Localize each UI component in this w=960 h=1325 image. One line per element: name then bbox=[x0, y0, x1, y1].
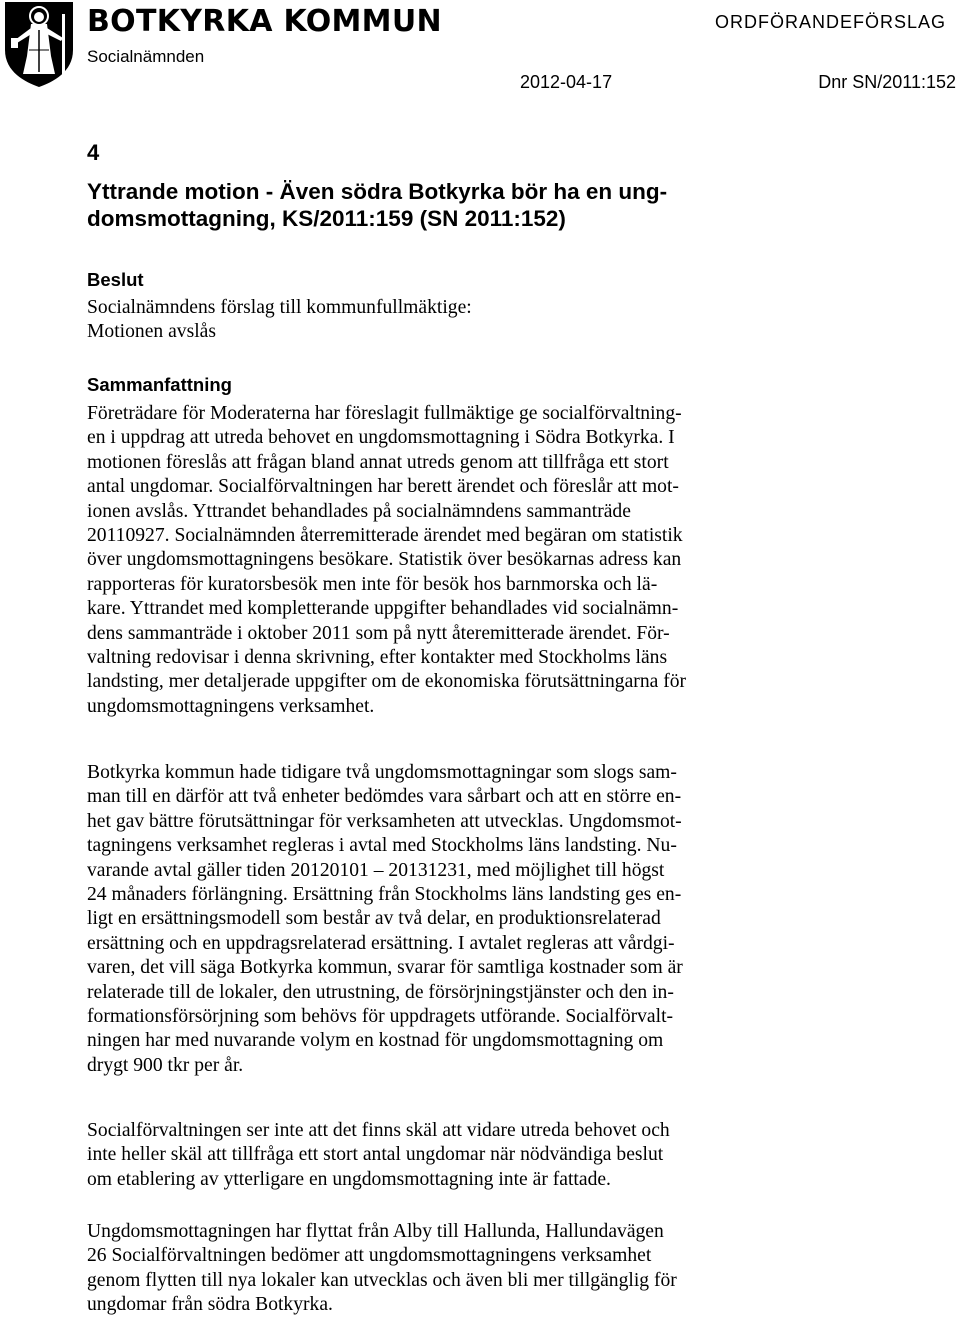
department-name: Socialnämnden bbox=[87, 47, 205, 66]
text-line: dens sammanträde i oktober 2011 som på nytt återemitterade ärendet. För- bbox=[87, 622, 670, 644]
item-number: 4 bbox=[87, 140, 100, 165]
text-line: antal ungdomar. Socialförvaltningen har berett ärendet och föreslår att mot- bbox=[87, 476, 679, 498]
text-line: en i uppdrag att utreda behovet en ungdomsmottagning i Södra Botkyrka. I bbox=[87, 427, 675, 449]
sammanfattning-heading: Sammanfattning bbox=[87, 374, 232, 395]
text-line: ligt en ersättningsmodell som består av två delar, en produktionsrelaterad bbox=[87, 908, 661, 930]
text-line: Socialnämndens förslag till kommunfullmäktige: bbox=[87, 297, 472, 318]
text-line: motionen föreslås att frågan bland annat utreds genom att tillfråga ett stort bbox=[87, 451, 669, 473]
title-line: domsmottagning, KS/2011:159 (SN 2011:152) bbox=[87, 206, 566, 231]
text-line: kare. Yttrandet med kompletterande uppgifter behandlades vid socialnämn- bbox=[87, 598, 679, 620]
title-line: Yttrande motion - Även södra Botkyrka bör ha en ung- bbox=[87, 179, 668, 204]
text-line: 26 Socialförvaltningen bedömer att ungdomsmottagningens verksamhet bbox=[87, 1245, 652, 1267]
text-line: drygt 900 tkr per år. bbox=[87, 1054, 244, 1076]
text-line: relaterade till de lokaler, den utrustning, de försörjningstjänster och den in- bbox=[87, 981, 674, 1003]
document-date: 2012-04-17 bbox=[520, 72, 613, 92]
text-line: över ungdomsmottagningens besökare. Statistik över besökarnas adress kan bbox=[87, 549, 682, 571]
text-line: 24 månaders förlängning. Ersättning från Stockholms läns landsting ges en- bbox=[87, 884, 682, 906]
text-line: ionen avslås. Yttrandet behandlades på socialnämndens sammanträde bbox=[87, 500, 631, 522]
paragraph-assessment bbox=[87, 1119, 960, 1192]
text-line: ersättning och en uppdragsrelaterad ersättning. I avtalet regleras att vårdgi- bbox=[87, 932, 675, 954]
text-line: rapporteras för kuratorsbesök men inte för besök hos barnmorska och lä- bbox=[87, 573, 658, 595]
text-line: Ungdomsmottagningen har flyttat från Alby till Hallunda, Hallundavägen bbox=[87, 1221, 664, 1242]
text-line: Företrädare för Moderaterna har föreslagit fullmäktige ge socialförvaltning- bbox=[87, 403, 682, 424]
document-registration-number: Dnr SN/2011:152 bbox=[818, 72, 956, 92]
text-line: formationsförsörjning som behövs för uppdragets utförande. Socialförvalt- bbox=[87, 1006, 674, 1028]
paragraph-relocation bbox=[87, 1220, 960, 1318]
document-title bbox=[87, 178, 807, 232]
text-line: Motionen avslås bbox=[87, 321, 216, 343]
text-line: landsting, mer detaljerade uppgifter om de ekonomiska förutsättningarna för bbox=[87, 671, 687, 693]
text-line: het gav bättre förutsättningar för verksamheten att utvecklas. Ungdomsmot- bbox=[87, 810, 682, 832]
text-line: varande avtal gäller tiden 20120101 – 20131231, med möjlighet till högst bbox=[87, 859, 665, 881]
text-line: om etablering av ytterligare en ungdomsmottagning inte är fattade. bbox=[87, 1168, 611, 1190]
text-line: man till en därför att två enheter bedömdes vara sårbart och att en större en- bbox=[87, 786, 682, 808]
text-line: ungdomsmottagningens verksamhet. bbox=[87, 695, 375, 717]
text-line: genom flytten till nya lokaler kan utvecklas och även bli mer tillgänglig för bbox=[87, 1269, 677, 1291]
botkyrka-coat-of-arms-icon bbox=[3, 0, 75, 88]
text-line: valtning redovisar i denna skrivning, efter kontakter med Stockholms läns bbox=[87, 647, 668, 669]
beslut-heading: Beslut bbox=[87, 269, 144, 290]
text-line: Socialförvaltningen ser inte att det finns skäl att vidare utreda behovet och bbox=[87, 1120, 670, 1141]
text-line: varen, det vill säga Botkyrka kommun, svarar för samtliga kostnader som är bbox=[87, 957, 683, 979]
text-line: ningen har med nuvarande volym en kostnad för ungdomsmottagning om bbox=[87, 1030, 664, 1052]
text-line: inte heller skäl att tillfråga ett stort antal ungdomar när nödvändiga beslut bbox=[87, 1144, 664, 1166]
text-line: 20110927. Socialnämnden återremitterade ärendet med begäran om statistik bbox=[87, 525, 683, 547]
text-line: tagningens verksamhet regleras i avtal med Stockholms läns landsting. Nu- bbox=[87, 835, 677, 857]
organization-name: BOTKYRKA KOMMUN bbox=[87, 4, 442, 39]
text-line: ungdomar från södra Botkyrka. bbox=[87, 1294, 333, 1316]
sammanfattning-paragraph bbox=[87, 402, 960, 719]
document-type: ORDFÖRANDEFÖRSLAG bbox=[714, 12, 946, 32]
paragraph-agreement bbox=[87, 761, 960, 1078]
text-line: Botkyrka kommun hade tidigare två ungdomsmottagningar som slogs sam- bbox=[87, 762, 677, 783]
beslut-text bbox=[87, 296, 960, 345]
